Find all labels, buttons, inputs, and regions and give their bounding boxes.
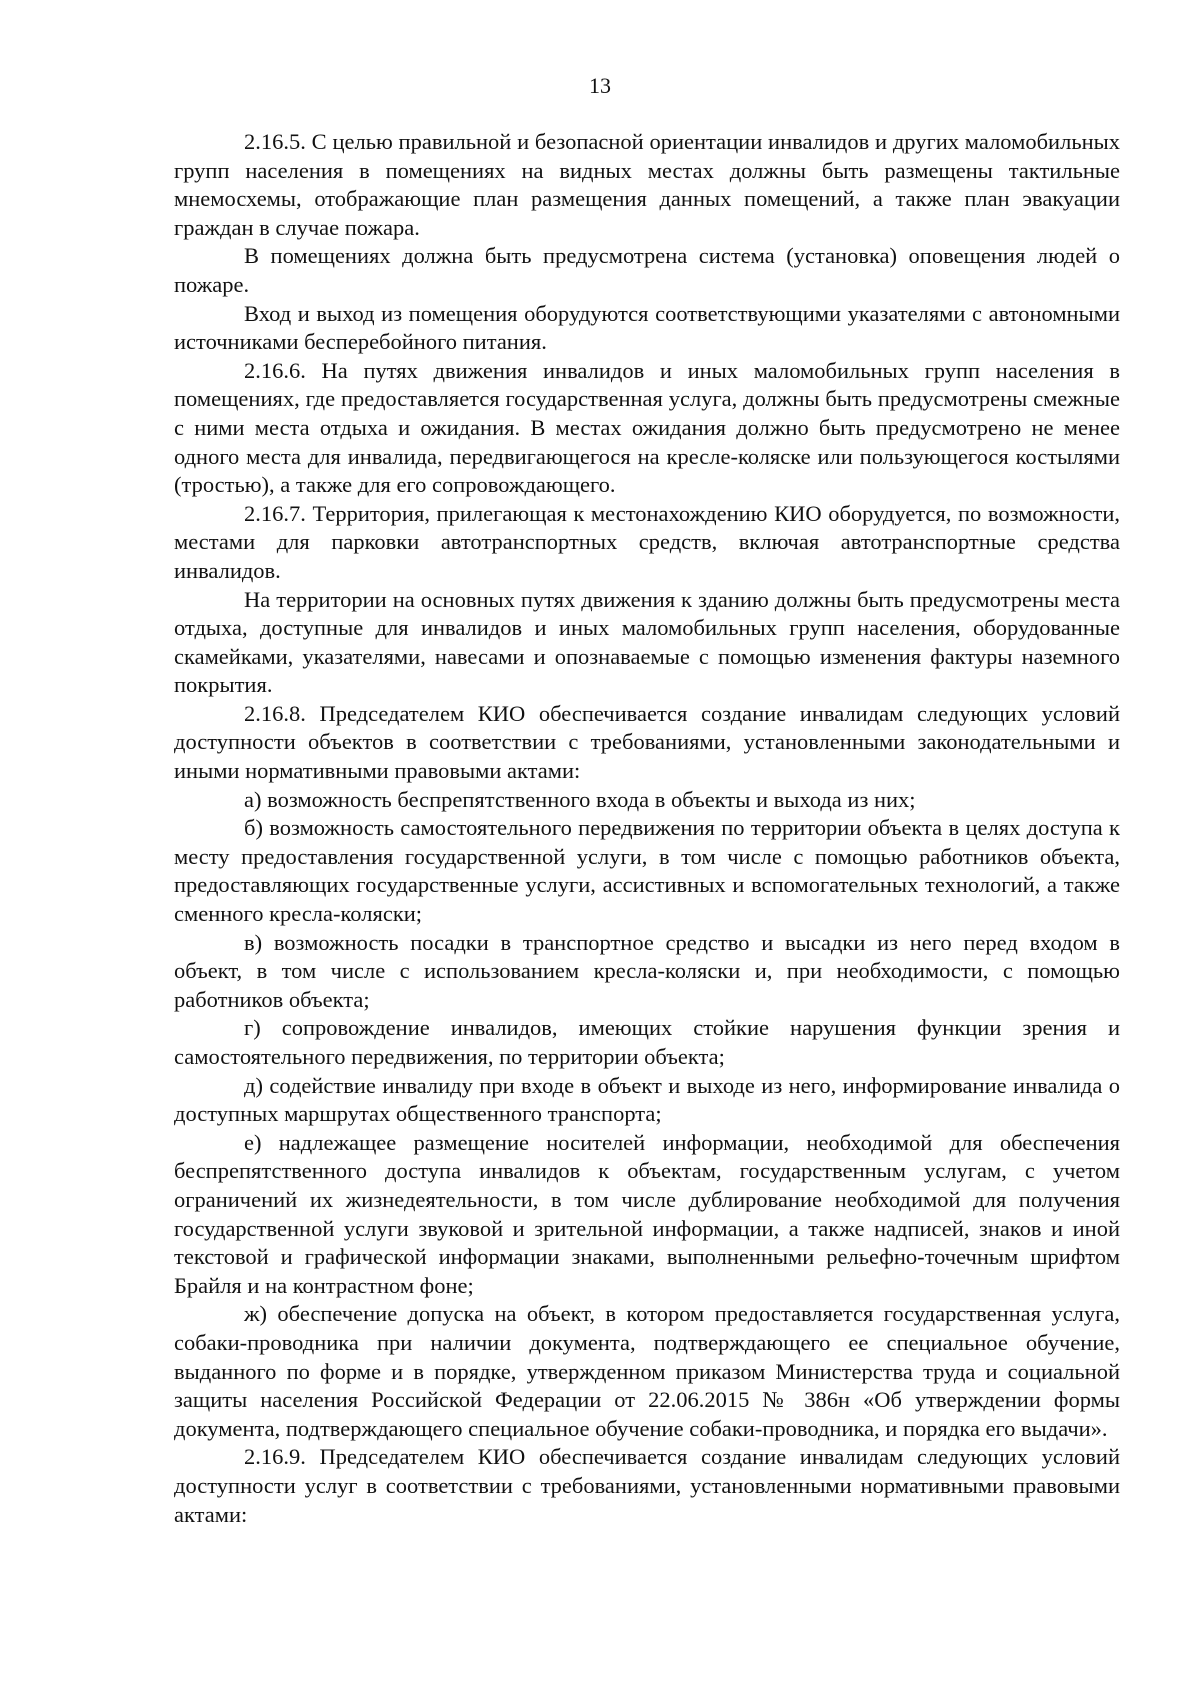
list-item-b: б) возможность самостоятельного передвижения по территории объекта в целях доступа к месту предоставления государственной услуги, в том числе с помощью работников объекта, предоставляющих государственные услуги, ассистивных и вспомогательных технологий, а также сменного кресла-коляски; xyxy=(174,815,1120,927)
paragraph-territory-rest-places: На территории на основных путях движения к зданию должны быть предусмотрены места отдыха, доступные для инвалидов и иных маломобильных групп населения, оборудованные скамейками, указателями, навесами и опознаваемые с помощью изменения фактуры наземного покрытия. xyxy=(174,586,1120,698)
list-item-e: е) надлежащее размещение носителей информации, необходимой для обеспечения беспрепятственного доступа инвалидов к объектам, государственным услугам, с учетом ограничений их жизнедеятельности, в том числе дублирование необходимой для получения государственной услуги звуковой и зрительной информации, а также надписей, знаков и иной текстовой и графической информации знаками, выполненными рельефно-точечным шрифтом Брайля и на контрастном фоне; xyxy=(174,1129,1120,1298)
paragraph-fire-alarm: В помещениях должна быть предусмотрена система (установка) оповещения людей о пожаре. xyxy=(174,243,1120,297)
list-item-zh: ж) обеспечение допуска на объект, в котором предоставляется государственная услуга, собаки-проводника при наличии документа, подтверждающего ее специальное обучение, выданного по форме и в порядке, утвержденном приказом Министерства труда и социальной защиты населения Российской Федерации от 22.06.2015 № 386н «Об утверждении формы документа, подтверждающего специальное обучение собаки-проводника, и порядка его выдачи». xyxy=(174,1301,1120,1441)
paragraph-2-16-6: 2.16.6. На путях движения инвалидов и иных маломобильных групп населения в помещениях, где предоставляется государственная услуга, должны быть предусмотрены смежные с ними места отдыха и ожидания. В местах ожидания должно быть предусмотрено не менее одного места для инвалида, передвигающегося на кресле-коляске или пользующегося костылями (тростью), а также для его сопровождающего. xyxy=(174,357,1120,498)
page-number: 13 xyxy=(589,73,611,98)
list-item-d: д) содействие инвалиду при входе в объект и выходе из него, информирование инвалида о доступных маршрутах общественного транспорта; xyxy=(174,1072,1120,1127)
list-item-v: в) возможность посадки в транспортное средство и высадки из него перед входом в объект, в том числе с использованием кресла-коляски и, при необходимости, с помощью работников объекта; xyxy=(174,929,1120,1012)
document-body xyxy=(174,128,1120,1529)
list-item-a: а) возможность беспрепятственного входа в объекты и выхода из них; xyxy=(244,786,916,812)
paragraph-2-16-8: 2.16.8. Председателем КИО обеспечивается создание инвалидам следующих условий доступности объектов в соответствии с требованиями, установленными законодательными и иными нормативными правовыми актами: xyxy=(174,700,1120,784)
paragraph-entrance-signs: Вход и выход из помещения оборудуются соответствующими указателями с автономными источниками бесперебойного питания. xyxy=(174,300,1120,355)
paragraph-2-16-9: 2.16.9. Председателем КИО обеспечивается создание инвалидам следующих условий доступности услуг в соответствии с требованиями, установленными нормативными правовыми актами: xyxy=(174,1444,1120,1527)
list-item-g: г) сопровождение инвалидов, имеющих стойкие нарушения функции зрения и самостоятельного передвижения, по территории объекта; xyxy=(174,1015,1120,1069)
paragraph-2-16-5: 2.16.5. С целью правильной и безопасной ориентации инвалидов и других маломобильных групп населения в помещениях на видных местах должны быть размещены тактильные мнемосхемы, отображающие план размещения данных помещений, а также план эвакуации граждан в случае пожара. xyxy=(174,129,1120,240)
paragraph-2-16-7: 2.16.7. Территория, прилегающая к местонахождению КИО оборудуется, по возможности, местами для парковки автотранспортных средств, включая автотранспортные средства инвалидов. xyxy=(174,500,1120,583)
